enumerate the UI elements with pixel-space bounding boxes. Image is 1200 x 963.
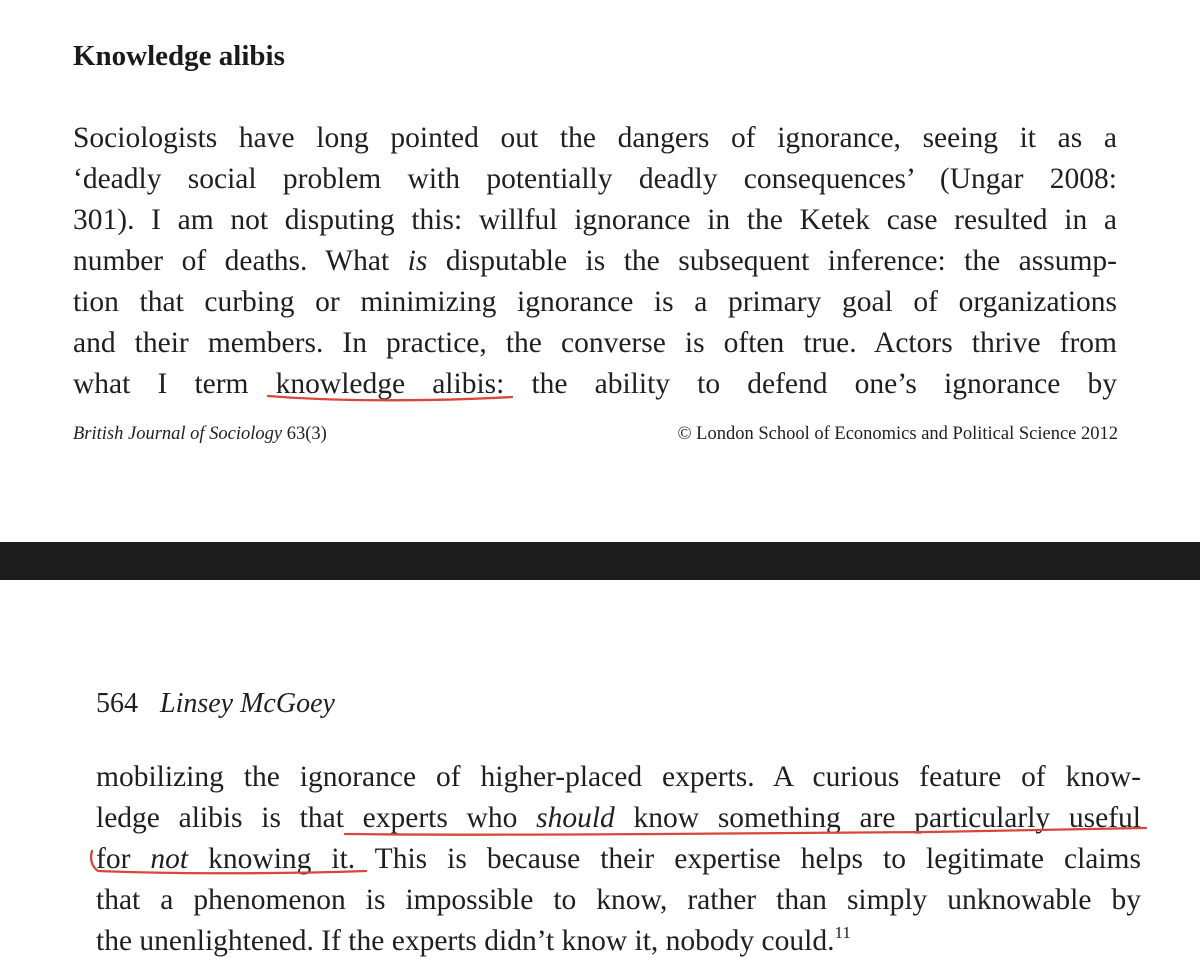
text-line: tion that curbing or minimizing ignorance is a primary goal of organizations	[73, 286, 1117, 318]
page-number: 564	[96, 688, 138, 719]
underlined-phrase-knowledge-alibis: knowledge alibis:	[275, 368, 505, 400]
journal-footer: British Journal of Sociology 63(3)	[73, 424, 327, 444]
top-paragraph	[73, 118, 1117, 405]
underlined-phrase-experts: experts who should know something are particularly useful	[362, 802, 1141, 834]
author-name: Linsey McGoey	[160, 688, 335, 719]
underlined-phrase-not-knowing: for not knowing it.	[96, 843, 356, 875]
text-line: for not knowing it. This is because their expertise helps to legitimate claims	[96, 843, 1141, 875]
text-line: mobilizing the ignorance of higher-placed experts. A curious feature of know-	[96, 761, 1141, 793]
running-head	[96, 686, 335, 722]
text-line: what I term knowledge alibis: the ability to defend one’s ignorance by	[73, 368, 1117, 400]
page-divider	[0, 542, 1200, 580]
text-line: 301). I am not disputing this: willful ignorance in the Ketek case resulted in a	[73, 204, 1117, 236]
text-line: ledge alibis is that experts who should know something are particularly useful	[96, 802, 1141, 834]
text-line: ‘deadly social problem with potentially deadly consequences’ (Ungar 2008:	[73, 163, 1117, 195]
text-line: Sociologists have long pointed out the dangers of ignorance, seeing it as a	[73, 122, 1117, 154]
text-line: the unenlightened. If the experts didn’t know it, nobody could.$^{11}$	[96, 923, 851, 957]
footnote-ref: 11	[834, 923, 851, 942]
section-heading: Knowledge alibis	[73, 40, 285, 72]
emphasis: is	[407, 245, 428, 277]
bottom-paragraph	[96, 757, 1141, 962]
copyright-footer: © London School of Economics and Political Science 2012	[677, 424, 1118, 444]
text-line: and their members. In practice, the converse is often true. Actors thrive from	[73, 327, 1117, 359]
text-line: number of deaths. What is disputable is the subsequent inference: the assump-	[73, 245, 1118, 277]
text-line: that a phenomenon is impossible to know, rather than simply unknowable by	[96, 884, 1141, 916]
